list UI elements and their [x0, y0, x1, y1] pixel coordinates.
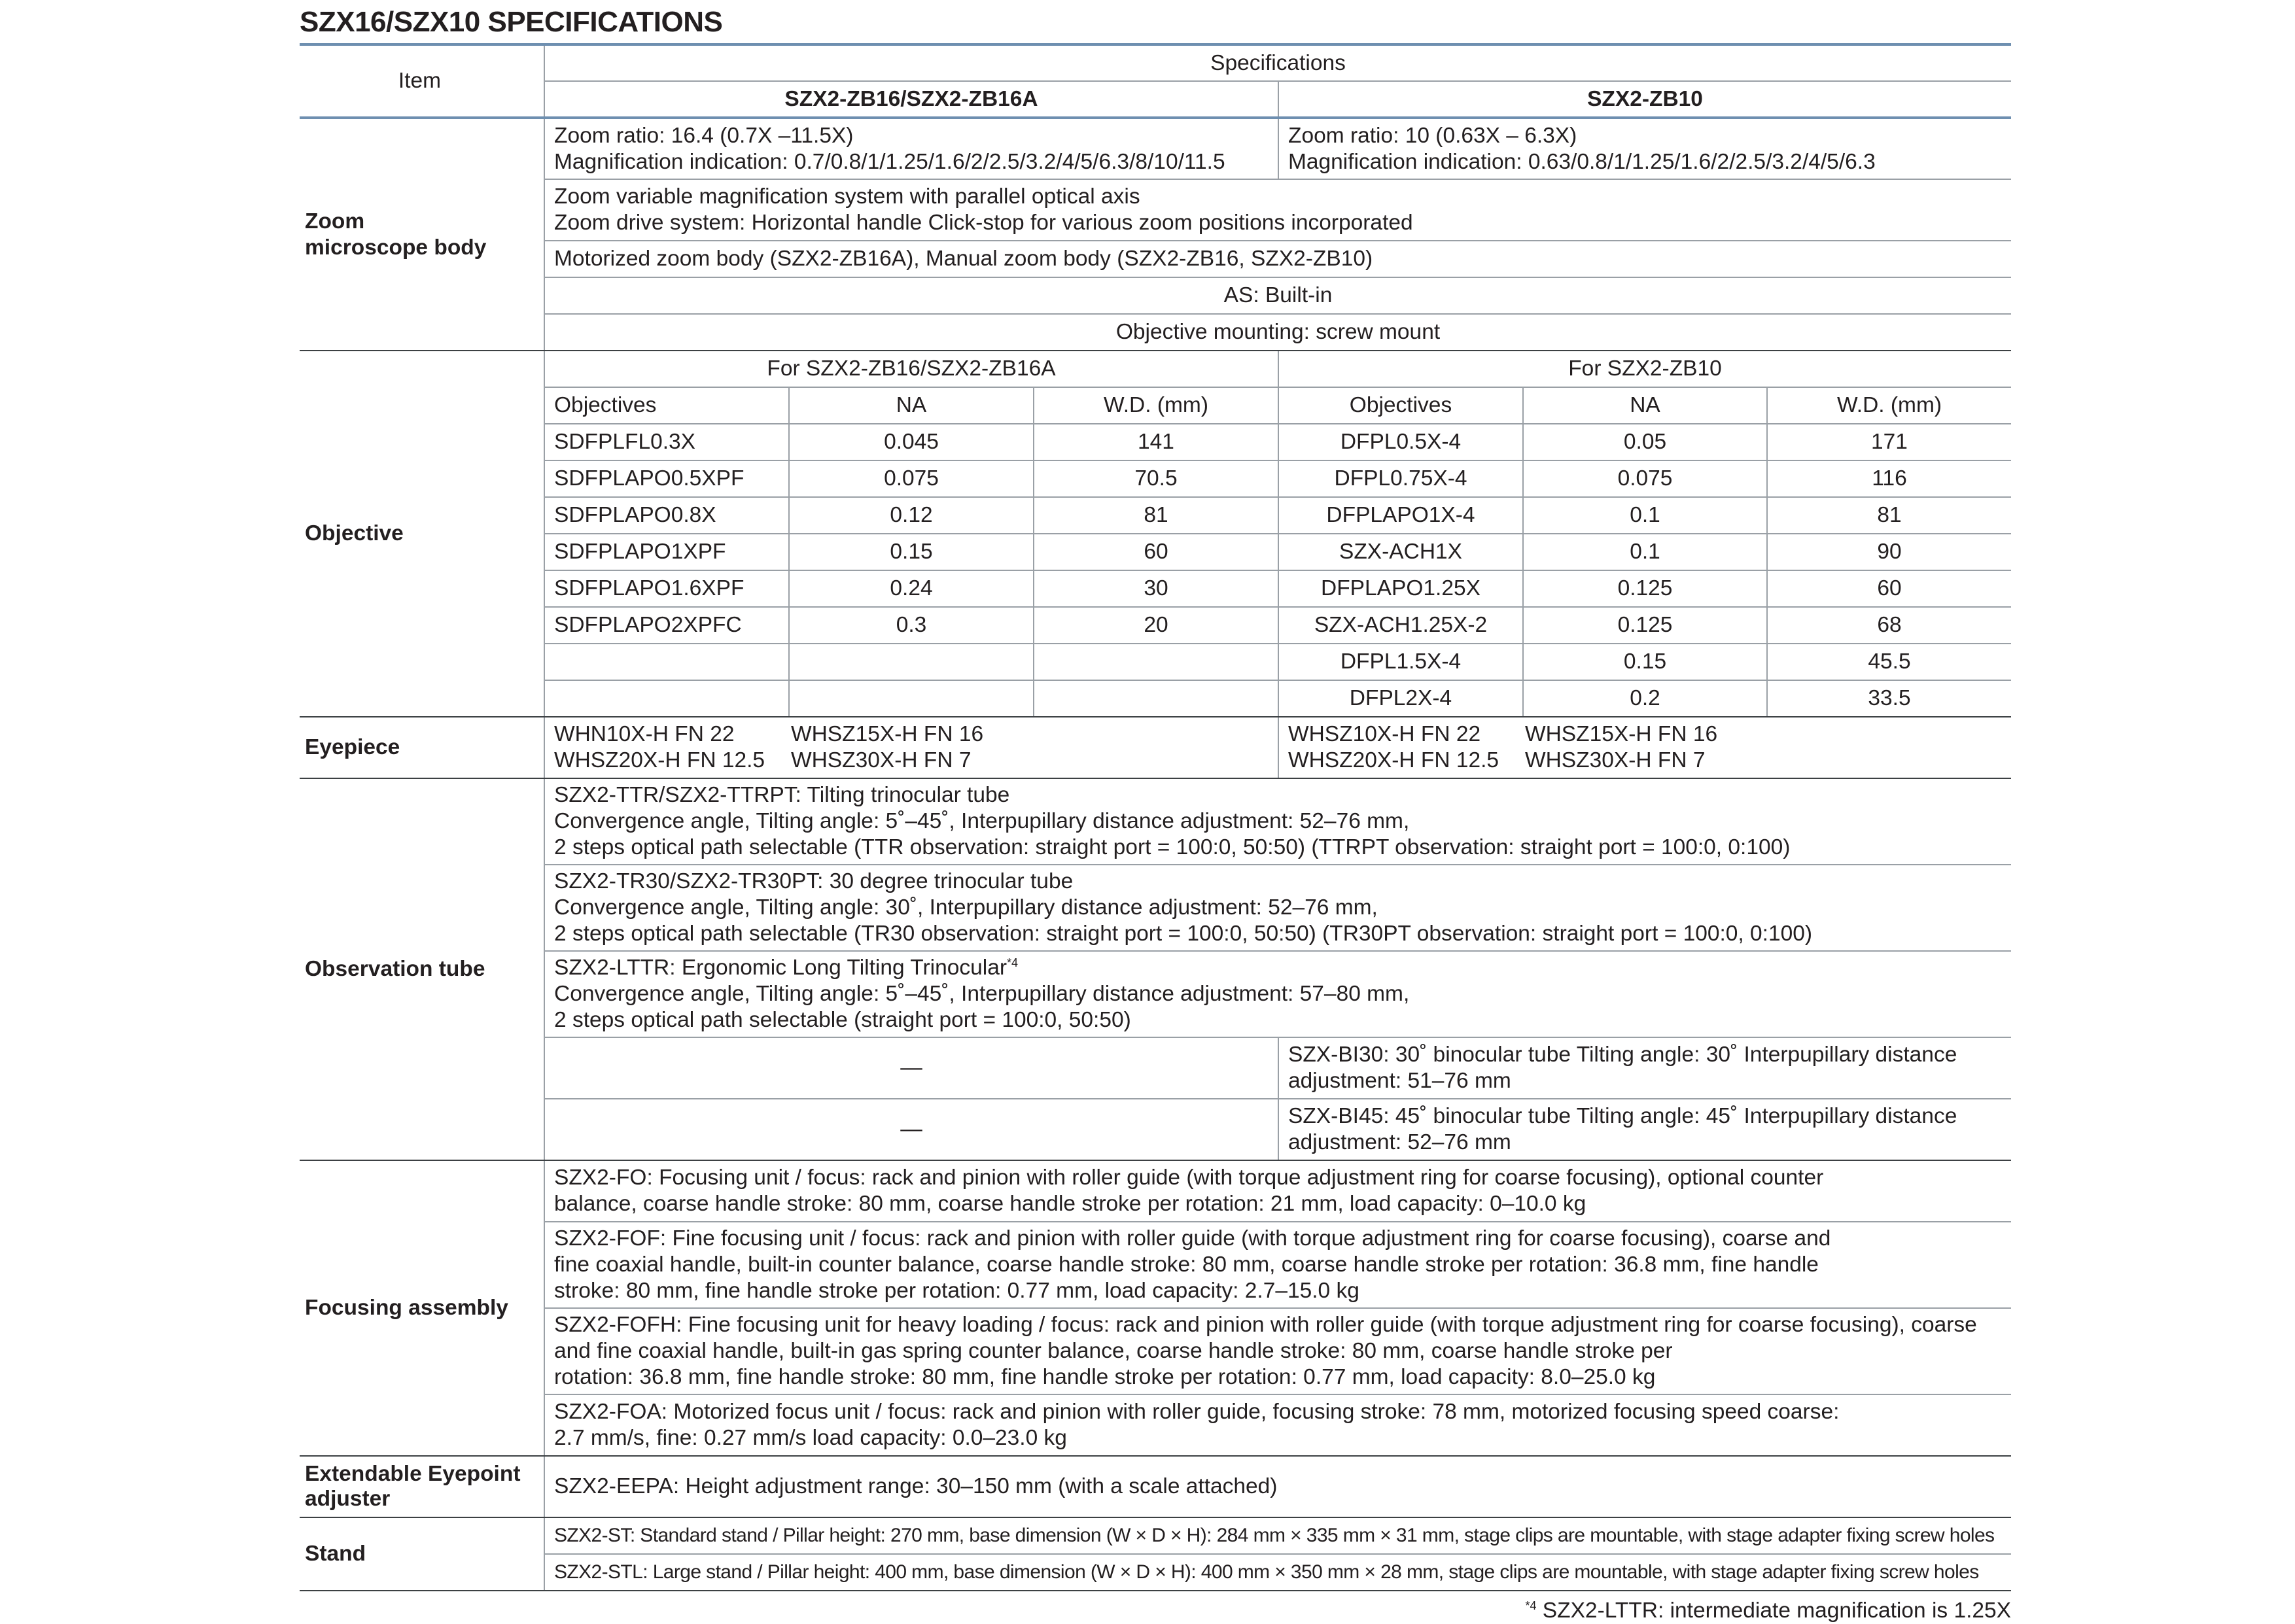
zoom-mounting: Objective mounting: screw mount — [544, 314, 2011, 351]
focusing-foa-line: SZX2-FOA: Motorized focus unit / focus: rack and pinion with roller guide, focusing stroke: 78 mm, motorized focusing speed coarse: — [554, 1400, 1840, 1424]
not-applicable-dash: — — [544, 1099, 1278, 1160]
page-title: SZX16/SZX10 SPECIFICATIONS — [300, 6, 723, 38]
zoom-drive-line: Zoom drive system: Horizontal handle Click-stop for various zoom positions incorporated — [554, 211, 1413, 235]
focusing-foa-line: 2.7 mm/s, fine: 0.27 mm/s load capacity: 0.0–23.0 kg — [554, 1426, 1067, 1450]
zoom-ratio-zb16: Zoom ratio: 16.4 (0.7X –11.5X) — [554, 123, 854, 148]
zoom-row-ratio — [300, 118, 2011, 179]
objective-label: Objective — [300, 351, 544, 717]
observation-bi45-line: adjustment: 52–76 mm — [1288, 1130, 1511, 1154]
focusing-fo-line: SZX2-FO: Focusing unit / focus: rack and pinion with roller guide (with torque adjustment ring for coarse focusing), optional counter — [554, 1166, 1824, 1190]
observation-bi45-line: SZX-BI45: 45˚ binocular tube Tilting angle: 45˚ Interpupillary distance — [1288, 1104, 1957, 1128]
focusing-fof-line: fine coaxial handle, built-in counter balance, coarse handle stroke: 80 mm, coarse handle stroke per rotation: 36.8 mm, fine handle — [554, 1253, 1819, 1277]
observation-row-bi45 — [300, 1099, 2011, 1160]
item-header: Item — [300, 44, 544, 118]
observation-ttr-angle: Convergence angle, Tilting angle: 5˚–45˚, Interpupillary distance adjustment: 52–76 mm, — [554, 809, 1410, 833]
stand-label: Stand — [300, 1517, 544, 1591]
observation-row-ttr — [300, 778, 2011, 865]
objective-col-na: NA — [1523, 387, 1767, 424]
eyepoint-label: Extendable Eyepoint adjuster — [300, 1456, 544, 1517]
objective-col-wd: W.D. (mm) — [1034, 387, 1278, 424]
objective-na: 0.1 — [1523, 497, 1767, 534]
zoom-system-line: Zoom variable magnification system with parallel optical axis — [554, 184, 1140, 209]
observation-lttr-cell — [544, 951, 2011, 1037]
objective-na: 0.125 — [1523, 607, 1767, 644]
objective-wd: 81 — [1034, 497, 1278, 534]
objective-name: SDFPLAPO1.6XPF — [544, 570, 789, 607]
objective-name: DFPL0.75X-4 — [1278, 460, 1523, 497]
zoom-row-mounting — [300, 314, 2011, 351]
table-row — [300, 644, 2011, 680]
observation-label: Observation tube — [300, 778, 544, 1160]
observation-tr30-path: 2 steps optical path selectable (TR30 observation: straight port = 100:0, 50:50) (TR30PT observation: straight port = 100:0, 0:100) — [554, 922, 1813, 946]
objective-wd: 60 — [1767, 570, 2011, 607]
objective-na: 0.1 — [1523, 534, 1767, 570]
objective-col-objectives: Objectives — [544, 387, 789, 424]
eyepiece-item: WHN10X-H FN 22 — [554, 722, 735, 746]
eyepoint-row — [300, 1456, 2011, 1517]
observation-bi45-cell — [1278, 1099, 2011, 1160]
col-header-zb10: SZX2-ZB10 — [1278, 81, 2011, 118]
focusing-fofh-line: rotation: 36.8 mm, fine handle stroke: 80 mm, fine handle stroke per rotation: 0.77 mm, load capacity: 8.0–25.0 kg — [554, 1365, 1656, 1389]
objective-wd: 70.5 — [1034, 460, 1278, 497]
objective-wd — [1034, 644, 1278, 680]
objective-na — [789, 680, 1034, 717]
observation-row-lttr — [300, 951, 2011, 1037]
objective-na: 0.2 — [1523, 680, 1767, 717]
focusing-fof-line: SZX2-FOF: Fine focusing unit / focus: rack and pinion with roller guide (with torque adjustment ring for coarse focusing), coarse and — [554, 1226, 1831, 1251]
zoom-as: AS: Built-in — [544, 277, 2011, 314]
table-row — [300, 607, 2011, 644]
objective-name: DFPL1.5X-4 — [1278, 644, 1523, 680]
objective-col-na: NA — [789, 387, 1034, 424]
header-row — [300, 44, 2011, 81]
table-row — [300, 497, 2011, 534]
eyepiece-zb10-cell — [1278, 717, 2011, 778]
focusing-row-fofh — [300, 1308, 2011, 1394]
zoom-ratio-zb10: Zoom ratio: 10 (0.63X – 6.3X) — [1288, 123, 1577, 148]
eyepiece-item: WHSZ30X-H FN 7 — [791, 748, 972, 772]
objective-name: SDFPLAPO1XPF — [544, 534, 789, 570]
focusing-fo-line: balance, coarse handle stroke: 80 mm, coarse handle stroke per rotation: 21 mm, load capacity: 0–10.0 kg — [554, 1192, 1586, 1216]
eyepiece-item: WHSZ20X-H FN 12.5 — [1288, 748, 1499, 772]
eyepoint-text: SZX2-EEPA: Height adjustment range: 30–150 mm (with a scale attached) — [544, 1456, 2011, 1517]
objective-for-zb16: For SZX2-ZB16/SZX2-ZB16A — [544, 351, 1278, 387]
objective-wd: 33.5 — [1767, 680, 2011, 717]
objective-col-header-row — [300, 387, 2011, 424]
observation-row-bi30 — [300, 1037, 2011, 1099]
observation-row-tr30 — [300, 865, 2011, 951]
eyepiece-label: Eyepiece — [300, 717, 544, 778]
focusing-foa-cell — [544, 1394, 2011, 1456]
focusing-label: Focusing assembly — [300, 1160, 544, 1456]
objective-wd — [1034, 680, 1278, 717]
focusing-fofh-line: and fine coaxial handle, built-in gas spring counter balance, coarse handle stroke: 80 mm, coarse handle stroke per — [554, 1339, 1673, 1363]
stand-st: SZX2-ST: Standard stand / Pillar height: 270 mm, base dimension (W × D × H): 284 mm × 335 mm × 31 mm, stage clips are mountable, with stage adapter fixing screw holes — [544, 1517, 2011, 1554]
observation-bi30-line: adjustment: 51–76 mm — [1288, 1069, 1511, 1093]
observation-bi30-line: SZX-BI30: 30˚ binocular tube Tilting angle: 30˚ Interpupillary distance — [1288, 1043, 1957, 1067]
focusing-fof-cell — [544, 1222, 2011, 1308]
objective-wd: 30 — [1034, 570, 1278, 607]
objective-wd: 90 — [1767, 534, 2011, 570]
objective-na: 0.12 — [789, 497, 1034, 534]
table-row — [300, 534, 2011, 570]
objective-na: 0.3 — [789, 607, 1034, 644]
objective-name: DFPLAPO1.25X — [1278, 570, 1523, 607]
table-row — [300, 460, 2011, 497]
focusing-fofh-line: SZX2-FOFH: Fine focusing unit for heavy loading / focus: rack and pinion with roller guide (with torque adjustment ring for coarse focusing), coarse — [554, 1313, 1977, 1337]
zoom-system-cell — [544, 179, 2011, 241]
observation-ttr-cell — [544, 778, 2011, 865]
objective-name — [544, 644, 789, 680]
zoom-zb16-cell — [544, 118, 1278, 179]
eyepiece-item: WHSZ20X-H FN 12.5 — [554, 748, 765, 772]
focusing-fo-cell — [544, 1160, 2011, 1222]
observation-ttr-title: SZX2-TTR/SZX2-TTRPT: Tilting trinocular tube — [554, 783, 1010, 807]
table-row — [300, 680, 2011, 717]
observation-lttr-path: 2 steps optical path selectable (straight port = 100:0, 50:50) — [554, 1008, 1131, 1032]
objective-na: 0.24 — [789, 570, 1034, 607]
focusing-row-foa — [300, 1394, 2011, 1456]
footnote-text: SZX2-LTTR: intermediate magnification is 1.25X — [1542, 1598, 2011, 1623]
zoom-row-as — [300, 277, 2011, 314]
objective-wd: 81 — [1767, 497, 2011, 534]
objective-na: 0.045 — [789, 424, 1034, 460]
zoom-body-types: Motorized zoom body (SZX2-ZB16A), Manual zoom body (SZX2-ZB16, SZX2-ZB10) — [544, 241, 2011, 277]
objective-wd: 20 — [1034, 607, 1278, 644]
objective-name: SDFPLAPO2XPFC — [544, 607, 789, 644]
zoom-row-body-types — [300, 241, 2011, 277]
objective-name: SZX-ACH1.25X-2 — [1278, 607, 1523, 644]
focusing-fofh-cell — [544, 1308, 2011, 1394]
focusing-row-fo — [300, 1160, 2011, 1222]
specifications-header: Specifications — [544, 44, 2011, 81]
table-row — [300, 570, 2011, 607]
spec-sheet — [300, 5, 2011, 1624]
objective-wd: 68 — [1767, 607, 2011, 644]
eyepiece-item: WHSZ15X-H FN 16 — [791, 722, 984, 746]
footnote-marker: *4 — [1006, 956, 1018, 969]
objective-name: SDFPLAPO0.8X — [544, 497, 789, 534]
objective-name: SDFPLFL0.3X — [544, 424, 789, 460]
zoom-row-system — [300, 179, 2011, 241]
spec-table — [300, 43, 2011, 1591]
observation-lttr-title: SZX2-LTTR: Ergonomic Long Tilting Trinocular — [554, 956, 1007, 980]
objective-na — [789, 644, 1034, 680]
stand-stl: SZX2-STL: Large stand / Pillar height: 400 mm, base dimension (W × D × H): 400 mm × 350 mm × 28 mm, stage clips are mountable, with stage adapter fixing screw holes — [544, 1554, 2011, 1591]
objective-na: 0.05 — [1523, 424, 1767, 460]
objective-col-objectives: Objectives — [1278, 387, 1523, 424]
objective-na: 0.075 — [1523, 460, 1767, 497]
observation-tr30-angle: Convergence angle, Tilting angle: 30˚, Interpupillary distance adjustment: 52–76 mm, — [554, 895, 1378, 920]
objective-na: 0.15 — [789, 534, 1034, 570]
objective-wd: 141 — [1034, 424, 1278, 460]
objective-name — [544, 680, 789, 717]
eyepiece-item: WHSZ10X-H FN 22 — [1288, 722, 1481, 746]
objective-wd: 45.5 — [1767, 644, 2011, 680]
col-header-zb16: SZX2-ZB16/SZX2-ZB16A — [544, 81, 1278, 118]
objective-name: DFPLAPO1X-4 — [1278, 497, 1523, 534]
eyepiece-row — [300, 717, 2011, 778]
footnote-marker: *4 — [1525, 1599, 1537, 1612]
objective-wd: 60 — [1034, 534, 1278, 570]
eyepiece-zb16-cell — [544, 717, 1278, 778]
header-subrow — [300, 81, 2011, 118]
observation-bi30-cell — [1278, 1037, 2011, 1099]
eyepiece-item: WHSZ30X-H FN 7 — [1525, 748, 1706, 772]
objective-name: SDFPLAPO0.5XPF — [544, 460, 789, 497]
footnote — [300, 1598, 2011, 1624]
objective-name: SZX-ACH1X — [1278, 534, 1523, 570]
stand-row-st — [300, 1517, 2011, 1554]
zoom-zb10-cell — [1278, 118, 2011, 179]
observation-ttr-path: 2 steps optical path selectable (TTR observation: straight port = 100:0, 50:50) (TTRPT observation: straight port = 100:0, 0:100) — [554, 835, 1791, 859]
objective-wd: 171 — [1767, 424, 2011, 460]
observation-lttr-angle: Convergence angle, Tilting angle: 5˚–45˚, Interpupillary distance adjustment: 57–80 mm, — [554, 982, 1410, 1006]
objective-col-wd: W.D. (mm) — [1767, 387, 2011, 424]
focusing-row-fof — [300, 1222, 2011, 1308]
not-applicable-dash: — — [544, 1037, 1278, 1099]
objective-name: DFPL2X-4 — [1278, 680, 1523, 717]
table-row — [300, 424, 2011, 460]
focusing-fof-line: stroke: 80 mm, fine handle stroke per rotation: 0.77 mm, load capacity: 2.7–15.0 kg — [554, 1279, 1359, 1303]
objective-name: DFPL0.5X-4 — [1278, 424, 1523, 460]
observation-tr30-title: SZX2-TR30/SZX2-TR30PT: 30 degree trinocular tube — [554, 869, 1074, 893]
objective-wd: 116 — [1767, 460, 2011, 497]
objective-na: 0.075 — [789, 460, 1034, 497]
observation-tr30-cell — [544, 865, 2011, 951]
objective-group-row — [300, 351, 2011, 387]
objective-for-zb10: For SZX2-ZB10 — [1278, 351, 2011, 387]
magnification-zb10: Magnification indication: 0.63/0.8/1/1.25/1.6/2/2.5/3.2/4/5/6.3 — [1288, 149, 1876, 174]
magnification-zb16: Magnification indication: 0.7/0.8/1/1.25/1.6/2/2.5/3.2/4/5/6.3/8/10/11.5 — [554, 149, 1225, 174]
zoom-label: Zoom microscope body — [300, 118, 544, 351]
eyepiece-item: WHSZ15X-H FN 16 — [1525, 722, 1718, 746]
objective-na: 0.15 — [1523, 644, 1767, 680]
stand-row-stl — [300, 1554, 2011, 1591]
objective-na: 0.125 — [1523, 570, 1767, 607]
